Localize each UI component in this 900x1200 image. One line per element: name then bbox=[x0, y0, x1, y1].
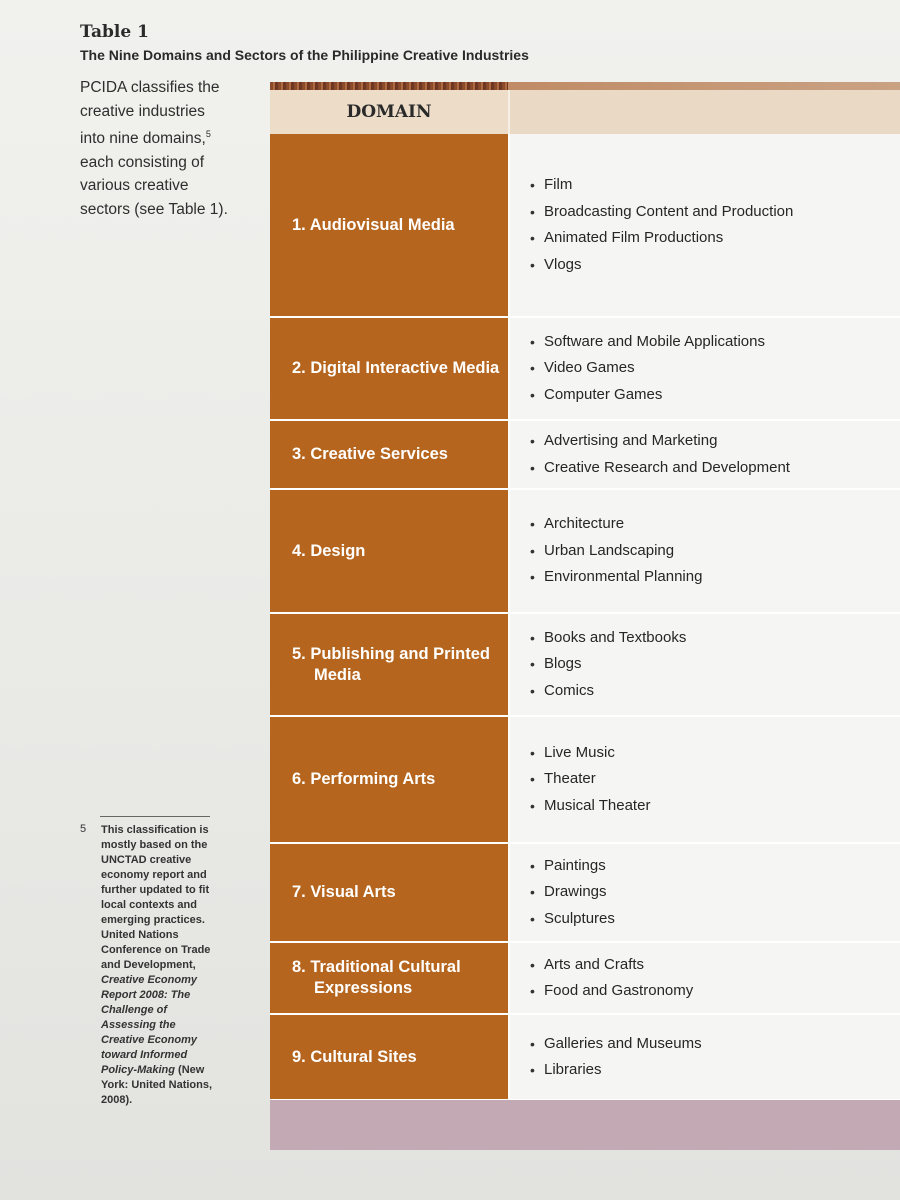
sector-list bbox=[510, 1031, 702, 1084]
sector-list bbox=[510, 740, 650, 820]
sector-item: • Paintings bbox=[530, 853, 615, 880]
domain-label: 5. Publishing and Printed Media bbox=[292, 644, 491, 684]
table-row bbox=[270, 318, 900, 421]
domain-cell bbox=[270, 943, 508, 1013]
footnote-text-italic: Creative Economy Report 2008: The Challenge of Assessing the Creative Economy toward Informed Policy-Making bbox=[101, 974, 197, 1076]
side-note-line: sectors (see Table 1). bbox=[80, 200, 228, 218]
domain-cell bbox=[270, 1015, 508, 1099]
sector-cell bbox=[508, 614, 900, 715]
header-domain: DOMAIN bbox=[270, 90, 508, 134]
sector-item: • Video Games bbox=[530, 355, 765, 382]
domain-cell bbox=[270, 490, 508, 612]
footnote-text bbox=[101, 823, 216, 1108]
side-note-line: PCIDA classifies the bbox=[80, 79, 220, 96]
sector-list bbox=[510, 329, 765, 409]
sector-item: • Theater bbox=[530, 766, 650, 793]
side-note-line: various creative bbox=[80, 177, 189, 195]
domain-cell bbox=[270, 318, 508, 419]
table-row bbox=[270, 421, 900, 490]
sector-item: • Film bbox=[530, 172, 793, 199]
sector-item: • Advertising and Marketing bbox=[530, 428, 790, 455]
sector-item: • Comics bbox=[530, 678, 686, 705]
side-note bbox=[80, 76, 255, 221]
table-footer-band bbox=[270, 1100, 900, 1150]
sector-item: • Galleries and Museums bbox=[530, 1031, 702, 1058]
sector-item: • Libraries bbox=[530, 1057, 702, 1084]
table-row bbox=[270, 844, 900, 943]
footnote-divider bbox=[100, 816, 210, 817]
table-row bbox=[270, 490, 900, 614]
sector-item: • Computer Games bbox=[530, 382, 765, 409]
footnote-text-plain: This classification is mostly based on the UNCTAD creative economy report and further updated to fit local contexts and emerging practices. United Nations Conference on Trade and Development, bbox=[101, 824, 211, 971]
sector-item: • Creative Research and Development bbox=[530, 455, 790, 482]
domain-label: 3. Creative Services bbox=[292, 445, 448, 463]
sector-cell bbox=[508, 421, 900, 488]
sector-cell bbox=[508, 490, 900, 612]
side-note-line: creative industries bbox=[80, 102, 205, 120]
domain-label: 4. Design bbox=[292, 541, 366, 560]
table-row bbox=[270, 717, 900, 844]
domain-label: 2. Digital Interactive Media bbox=[292, 359, 500, 377]
sector-item: • Books and Textbooks bbox=[530, 625, 686, 652]
table-row bbox=[270, 614, 900, 717]
domain-label: 6. Performing Arts bbox=[292, 770, 436, 788]
sector-cell bbox=[508, 1015, 900, 1099]
table-label: Table 1 bbox=[80, 22, 149, 42]
sector-cell bbox=[508, 134, 900, 316]
sector-item: • Food and Gastronomy bbox=[530, 978, 693, 1005]
domain-label: 9. Cultural Sites bbox=[292, 1047, 417, 1066]
footnote-reference[interactable]: 5 bbox=[205, 129, 211, 139]
domain-cell bbox=[270, 134, 508, 316]
domain-label: 7. Visual Arts bbox=[292, 883, 396, 901]
table-title: The Nine Domains and Sectors of the Philippine Creative Industries bbox=[80, 47, 529, 63]
domains-table bbox=[270, 134, 900, 1101]
sector-list bbox=[510, 428, 790, 481]
decorative-strip bbox=[270, 82, 900, 90]
sector-item: • Software and Mobile Applications bbox=[530, 329, 765, 356]
header-sector bbox=[508, 90, 900, 134]
sector-item: • Architecture bbox=[530, 511, 702, 538]
sector-item: • Animated Film Productions bbox=[530, 225, 793, 252]
sector-list bbox=[510, 625, 686, 705]
sector-list bbox=[510, 853, 615, 933]
domain-label: 1. Audiovisual Media bbox=[292, 215, 455, 234]
side-note-line: each consisting of bbox=[80, 153, 205, 171]
table-header-row bbox=[270, 90, 900, 134]
side-note-line: into nine domains,$^5$ bbox=[80, 129, 211, 148]
table-row bbox=[270, 1015, 900, 1101]
sector-item: • Arts and Crafts bbox=[530, 952, 693, 979]
sector-item: • Broadcasting Content and Production bbox=[530, 199, 793, 226]
table-row bbox=[270, 134, 900, 318]
sector-cell bbox=[508, 717, 900, 842]
sector-list bbox=[510, 952, 693, 1005]
sector-item: • Urban Landscaping bbox=[530, 538, 702, 565]
sector-list bbox=[510, 511, 702, 591]
footnote-number: 5 bbox=[80, 823, 87, 835]
sector-cell bbox=[508, 844, 900, 941]
sector-cell bbox=[508, 318, 900, 419]
sector-item: • Vlogs bbox=[530, 252, 793, 279]
domain-cell bbox=[270, 717, 508, 842]
domain-label: 8. Traditional Cultural Expressions bbox=[292, 958, 461, 997]
sector-item: • Musical Theater bbox=[530, 793, 650, 820]
domain-cell bbox=[270, 421, 508, 488]
sector-item: • Sculptures bbox=[530, 906, 615, 933]
sector-list bbox=[510, 172, 793, 278]
sector-cell bbox=[508, 943, 900, 1013]
sector-item: • Blogs bbox=[530, 651, 686, 678]
sector-item: • Environmental Planning bbox=[530, 564, 702, 591]
domain-cell bbox=[270, 844, 508, 941]
domain-cell bbox=[270, 614, 508, 715]
footnote-text-end: (New York: United Nations, 2008). bbox=[101, 1064, 213, 1106]
sector-item: • Live Music bbox=[530, 740, 650, 767]
table-row bbox=[270, 943, 900, 1015]
sector-item: • Drawings bbox=[530, 879, 615, 906]
